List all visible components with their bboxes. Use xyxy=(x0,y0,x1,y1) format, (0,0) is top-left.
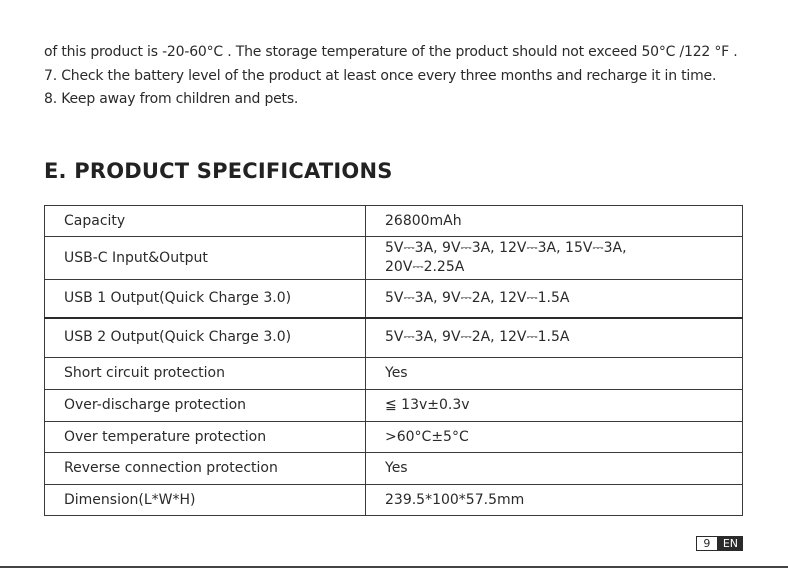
spec-label: Short circuit protection xyxy=(45,358,366,390)
spec-row xyxy=(45,453,743,485)
spec-value: Yes xyxy=(366,358,743,390)
spec-label: Capacity xyxy=(45,206,366,237)
spec-value: Yes xyxy=(366,453,743,485)
language-badge: EN xyxy=(718,536,743,551)
spec-value-line: 5V⎓3A, 9V⎓3A, 12V⎓3A, 15V⎓3A, xyxy=(385,240,627,256)
spec-label: Over temperature protection xyxy=(45,422,366,453)
spec-label: USB 1 Output(Quick Charge 3.0) xyxy=(45,280,366,318)
spec-value xyxy=(366,237,743,280)
spec-row xyxy=(45,390,743,422)
spec-value: 5V⎓3A, 9V⎓2A, 12V⎓1.5A xyxy=(366,280,743,318)
intro-line: 8. Keep away from children and pets. xyxy=(44,91,299,107)
spec-row xyxy=(45,358,743,390)
spec-label: Reverse connection protection xyxy=(45,453,366,485)
spec-value: ≦ 13v±0.3v xyxy=(366,390,743,422)
intro-text xyxy=(44,41,738,112)
spec-row xyxy=(45,206,743,237)
spec-row xyxy=(45,280,743,318)
spec-row xyxy=(45,422,743,453)
spec-value: 5V⎓3A, 9V⎓2A, 12V⎓1.5A xyxy=(366,318,743,358)
spec-label: Dimension(L*W*H) xyxy=(45,485,366,516)
spec-value-line: 20V⎓2.25A xyxy=(385,259,465,275)
intro-line: 7. Check the battery level of the product at least once every three months and recharge it in time. xyxy=(44,67,717,84)
section-title: E. PRODUCT SPECIFICATIONS xyxy=(44,159,393,183)
page-footer xyxy=(696,536,743,551)
spec-value: 239.5*100*57.5mm xyxy=(366,485,743,516)
page-number: 9 xyxy=(696,536,718,551)
spec-table xyxy=(44,205,743,516)
spec-row xyxy=(45,485,743,516)
intro-line: of this product is -20-60°C . The storage temperature of the product should not exceed 50°C /122 °F . xyxy=(44,44,738,60)
spec-row xyxy=(45,318,743,358)
spec-value: >60°C±5°C xyxy=(366,422,743,453)
spec-label: Over-discharge protection xyxy=(45,390,366,422)
spec-label: USB-C Input&Output xyxy=(45,237,366,280)
spec-label: USB 2 Output(Quick Charge 3.0) xyxy=(45,318,366,358)
spec-value: 26800mAh xyxy=(366,206,743,237)
spec-row xyxy=(45,237,743,280)
